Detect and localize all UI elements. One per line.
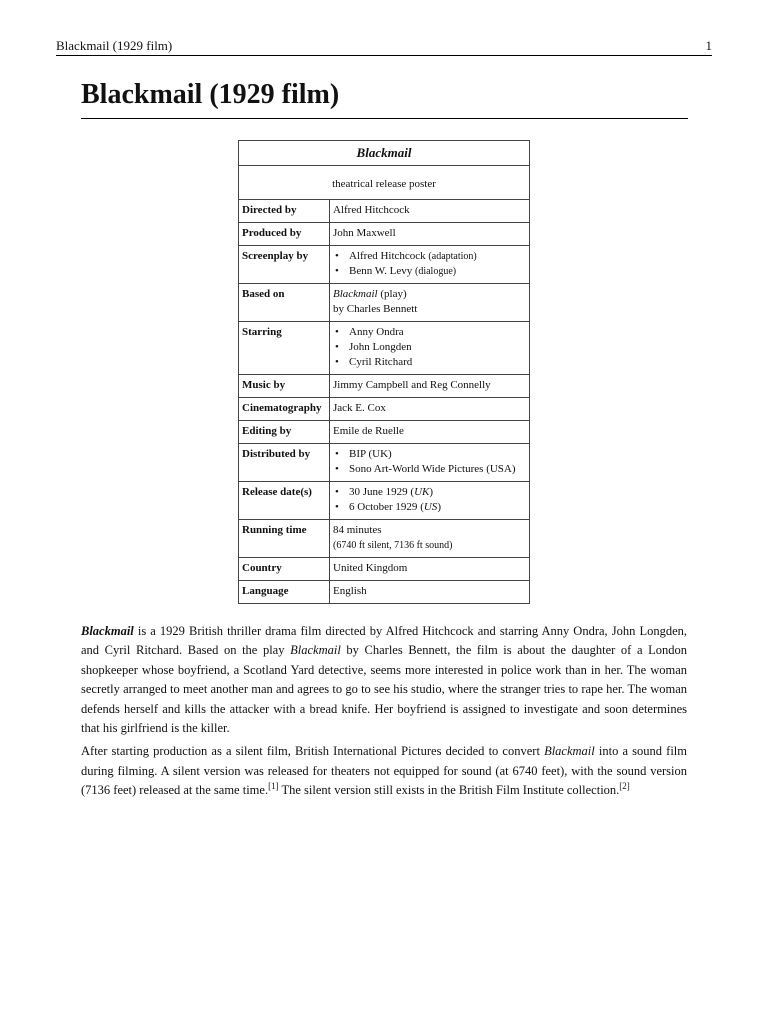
page-number: 1 — [705, 38, 712, 53]
infobox-label: Starring — [239, 322, 330, 375]
list-item — [333, 447, 526, 462]
infobox-label: Running time — [239, 520, 330, 558]
paragraph-text: is a 1929 British thriller drama film directed by Alfred Hitchcock and starring Anny Ondra, John Longden, and Cyril Ritchard. Based on the play — [81, 624, 687, 658]
infobox-label: Cinematography — [239, 398, 330, 421]
release-region: US — [423, 501, 438, 513]
infobox-row-produced-by — [239, 223, 530, 246]
infobox-row-directed-by — [239, 200, 530, 223]
release-date-list — [333, 485, 526, 515]
actor-link[interactable]: John Longden — [349, 341, 412, 353]
infobox-row-release-dates — [239, 482, 530, 520]
page-title: Blackmail (1929 film) — [81, 79, 340, 110]
paragraph-text: The silent version still exists in the British Film Institute collection. — [278, 783, 620, 798]
region-note: (USA) — [486, 463, 516, 475]
list-item: • 30 June 1929 (UK) — [333, 485, 526, 500]
actor-link[interactable]: Cyril Ritchard — [349, 356, 413, 368]
infobox-row-music-by — [239, 375, 530, 398]
producer-link[interactable]: John Maxwell — [333, 227, 396, 239]
list-item — [333, 340, 526, 355]
infobox-label: Language — [239, 581, 330, 604]
infobox-label: Directed by — [239, 200, 330, 223]
infobox-label: Music by — [239, 375, 330, 398]
running-time-value: 84 minutes — [333, 524, 382, 536]
reference-link[interactable]: [2] — [619, 781, 630, 792]
film-title-emphasis: Blackmail — [81, 624, 134, 638]
infobox-row-based-on — [239, 284, 530, 322]
source-work-type: (play) — [380, 288, 407, 300]
paragraph-intro — [81, 622, 687, 738]
distributor-link[interactable]: Sono Art-World Wide Pictures — [349, 463, 484, 475]
infobox-row-running-time — [239, 520, 530, 558]
list-item: • 6 October 1929 (US) — [333, 500, 526, 515]
list-item — [333, 249, 526, 264]
film-title-emphasis: Blackmail — [544, 744, 595, 759]
infobox-caption: Blackmail — [239, 141, 530, 166]
infobox-label: Produced by — [239, 223, 330, 246]
header-rule — [56, 55, 712, 56]
infobox-image-caption: theatrical release poster — [239, 166, 530, 200]
actor-link[interactable]: Anny Ondra — [349, 326, 404, 338]
country-link[interactable]: United Kingdom — [333, 562, 408, 574]
article-body — [81, 622, 687, 805]
language-link[interactable]: English — [333, 585, 367, 597]
infobox — [238, 140, 530, 604]
infobox-label: Editing by — [239, 421, 330, 444]
screenwriter-link[interactable]: Alfred Hitchcock — [349, 250, 426, 262]
reference-link[interactable]: [1] — [268, 781, 279, 792]
paragraph-production — [81, 742, 687, 800]
infobox-row-screenplay-by — [239, 246, 530, 284]
infobox-label: Distributed by — [239, 444, 330, 482]
infobox-row-language — [239, 581, 530, 604]
infobox-row-editing-by — [239, 421, 530, 444]
role-note: (dialogue) — [415, 266, 457, 277]
infobox-row-starring — [239, 322, 530, 375]
region-note: (UK) — [368, 448, 392, 460]
list-item — [333, 355, 526, 370]
starring-list — [333, 325, 526, 370]
infobox-row-distributed-by — [239, 444, 530, 482]
source-work-link[interactable]: Blackmail — [333, 288, 378, 300]
screenplay-list — [333, 249, 526, 279]
release-region: UK — [414, 486, 430, 498]
running-title: Blackmail (1929 film) — [56, 38, 173, 53]
source-author: by Charles Bennett — [333, 303, 418, 315]
role-note: (adaptation) — [428, 251, 477, 262]
screenwriter-link[interactable]: Benn W. Levy — [349, 265, 413, 277]
director-link[interactable]: Alfred Hitchcock — [333, 204, 410, 216]
infobox-label: Country — [239, 558, 330, 581]
paragraph-text: into a sound film during filming. A silent version was released for theaters not equipped for sound (at 6740 feet), with the sound version (7136 feet) released at the same time. — [81, 744, 687, 798]
paragraph-text: by Charles Bennett, the film is about the daughter of a London shopkeeper whose boyfriend, a Scotland Yard detective, seems more interested in police work than in her. The woman secretly arranged to meet another man and agrees to go to see his studio, where the stranger tries to rape her. The woman defends herself and kills the attacker with a bread knife. Her boyfriend is assigned to investigate and soon determines that his girlfriend is the killer. — [81, 643, 687, 736]
cinematographer-link[interactable]: Jack E. Cox — [333, 402, 386, 414]
running-time-note: (6740 ft silent, 7136 ft sound) — [333, 540, 453, 551]
play-title-link[interactable]: Blackmail — [290, 643, 341, 658]
list-item — [333, 325, 526, 340]
infobox-label: Release date(s) — [239, 482, 330, 520]
release-date: 30 June 1929 — [349, 486, 408, 498]
list-item — [333, 264, 526, 279]
infobox-label: Based on — [239, 284, 330, 322]
music-value: Jimmy Campbell and Reg Connelly — [330, 375, 530, 398]
paragraph-text: After starting production as a silent film, British International Pictures decided to convert — [81, 744, 545, 759]
list-item — [333, 462, 526, 477]
distributor-link[interactable]: BIP — [349, 448, 366, 460]
infobox-label: Screenplay by — [239, 246, 330, 284]
infobox-row-country — [239, 558, 530, 581]
editor-value: Emile de Ruelle — [330, 421, 530, 444]
title-rule — [81, 118, 688, 119]
distributor-list — [333, 447, 526, 477]
release-date: 6 October 1929 — [349, 501, 418, 513]
infobox-row-cinematography — [239, 398, 530, 421]
